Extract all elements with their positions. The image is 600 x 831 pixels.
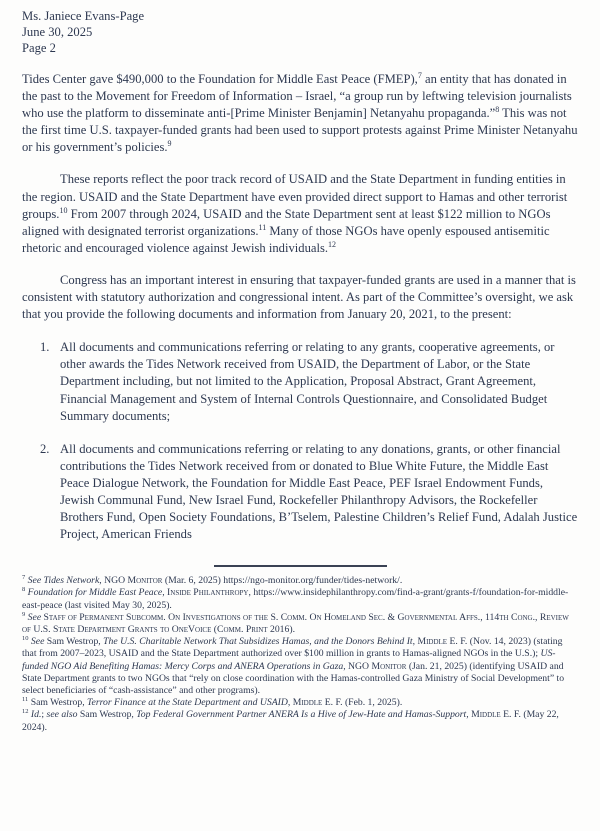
document-request-list xyxy=(22,339,579,543)
letter-header xyxy=(22,8,579,56)
footnotes-section xyxy=(22,575,579,734)
body-paragraph: Congress has an important interest in ensuring that taxpayer-funded grants are used in a manner that is consistent with statutory authorization and congressional intent. As part of the Committee’s oversight, we ask that you provide the following documents and information from January 20, 2021, to the present: xyxy=(22,272,576,322)
footnote-separator xyxy=(214,565,387,567)
letter-body xyxy=(22,71,579,323)
body-paragraph: Tides Center gave $490,000 to the Foundation for Middle East Peace (FMEP),$^7$ an entity that has donated in the past to the Movement for Freedom of Information – Israel, “a group run by leftwing television journalists who use the platform to disseminate anti-[Prime Minister Benjamin] Netanyahu propaganda.”$^8$ This was not the first time U.S. taxpayer-funded grants had been used to support protests against Prime Minister Netanyahu or his government’s policies.$^9$ xyxy=(22,70,578,155)
footnote: $^{10}$ See Sam Westrop, The U.S. Charitable Network That Subsidizes Hamas, and the Donors Behind It, Middle E. F. (Nov. 14, 2023) (stating that from 2007–2023, USAID and the State Department authorized over $100 million in grants to Hamas-aligned NGOs in the U.S.); US-funded NGO Aid Benefiting Hamas: Mercy Corps and ANERA Operations in Gaza, NGO Monitor (Jan. 21, 2025) (identifying USAID and State Department grants to two NGOs that “rely on close coordination with the Hamas-controlled Gaza Ministry of Social Development” to select beneficiaries of “cash-assistance” and other programs). xyxy=(22,635,565,697)
footnote: $^7$ See Tides Network, NGO Monitor (Mar. 6, 2025) https://ngo-monitor.org/funder/tides-network/. xyxy=(22,574,403,587)
list-item-number: 2. xyxy=(40,441,50,456)
request-list-item xyxy=(22,339,579,424)
list-item-number: 1. xyxy=(40,340,50,355)
body-paragraph: These reports reflect the poor track record of USAID and the State Department in funding entities in the region. USAID and the State Department have even provided direct support to Hamas and other terrorist groups.$^{10}$ From 2007 through 2024, USAID and the State Department sent at least $122 million to NGOs aligned with designated terrorist organizations.$^{11}$ Many of those NGOs have openly espoused antisemitic rhetoric and encouraged violence against Jewish individuals.$^{12}$ xyxy=(22,172,568,255)
list-item-text: All documents and communications referring or relating to any grants, cooperative agreements, or other awards the Tides Network received from USAID, the Department of Labor, or the State Department including, but not limited to the Application, Proposal Abstract, Grant Agreement, Financial Management and System of Internal Controls Questionnaire, and Consolidated Budget Summary documents; xyxy=(60,340,555,423)
list-item-text: All documents and communications referring or relating to any donations, grants, or other financial contributions the Tides Network received from or donated to Blue White Future, the Middle East Peace Dialogue Network, the Foundation for Middle East Peace, PEF Israel Endowment Funds, Jewish Communal Fund, New Israel Fund, Rockefeller Philanthropy Advisors, the Rockefeller Brothers Fund, Open Society Foundations, B’Tselem, Palestine Children’s Relief Fund, Adalah Justice Project, American Friends xyxy=(60,441,578,542)
request-list-item xyxy=(22,441,579,544)
footnote: $^9$ See Staff of Permanent Subcomm. On Investigations of the S. Comm. On Homeland Sec. & Governmental Affs., 114th Cong., Review of U.S. State Department Grants to OneVoice (Comm. Print 2016). xyxy=(22,610,569,636)
footnote: $^8$ Foundation for Middle East Peace, Inside Philanthropy, https://www.insidephilanthropy.com/find-a-grant/grants-f/foundation-for-middle-east-peace (last visited May 30, 2025). xyxy=(22,586,569,611)
page-number: Page 2 xyxy=(22,41,56,55)
footnote: $^{12}$ Id.; see also Sam Westrop, Top Federal Government Partner ANERA Is a Hive of Jew-Hate and Hamas-Support, Middle E. F. (May 22, 2024). xyxy=(22,708,559,733)
recipient-name: Ms. Janiece Evans-Page xyxy=(22,9,145,23)
footnote: $^{11}$ Sam Westrop, Terror Finance at the State Department and USAID, Middle E. F. (Feb. 1, 2025). xyxy=(22,696,403,709)
letter-date: June 30, 2025 xyxy=(22,25,93,39)
